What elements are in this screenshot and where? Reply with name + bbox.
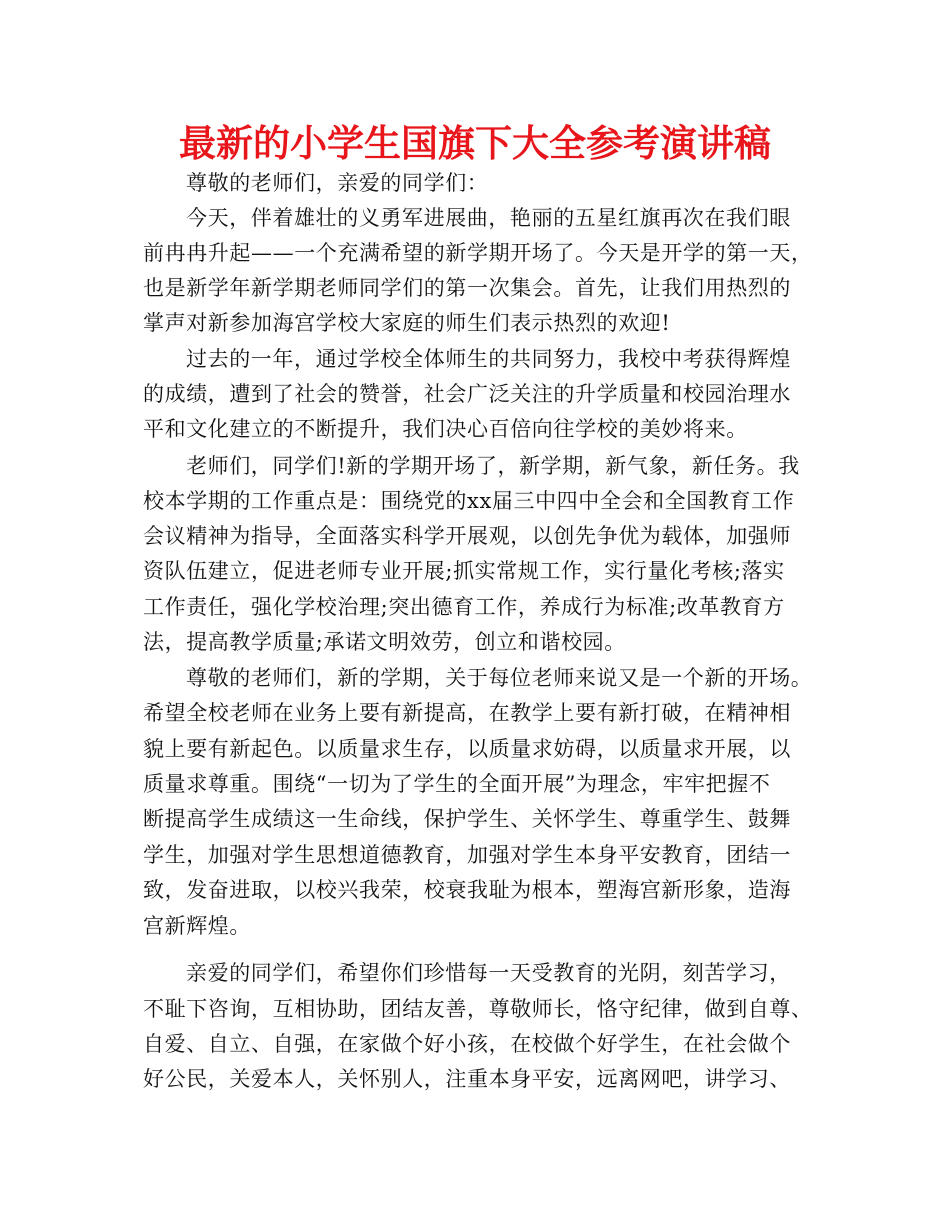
paragraph-line: 法，提高教学质量;承诺文明效劳，创立和谐校园。	[143, 630, 626, 654]
document-title: 最新的小学生国旗下大全参考演讲稿	[179, 122, 771, 165]
paragraph-line: 不耻下咨询，互相协助，团结友善，尊敬师长，恪守纪律，做到自尊、	[143, 997, 813, 1021]
paragraph-line: 老师们，同学们!新的学期开场了，新学期，新气象，新任务。我	[186, 454, 800, 478]
paragraph-line: 尊敬的老师们，新的学期，关于每位老师来说又是一个新的开场。	[186, 666, 813, 690]
paragraph-line: 好公民，关爱本人，关怀别人，注重本身平安，远离网吧，讲学习、	[143, 1067, 791, 1091]
paragraph-line: 亲爱的同学们，希望你们珍惜每一天受教育的光阴，刻苦学习，	[186, 961, 791, 985]
paragraph-line: 校本学期的工作重点是：围绕党的xx届三中四中全会和全国教育工作	[143, 489, 795, 513]
paragraph-line: 也是新学年新学期老师同学们的第一次集会。首先，让我们用热烈的	[143, 276, 791, 300]
paragraph-line: 宫新辉煌。	[143, 914, 251, 938]
paragraph-line: 过去的一年，通过学校全体师生的共同努力，我校中考获得辉煌	[186, 347, 791, 371]
paragraph-line: 断提高学生成绩这一生命线，保护学生、关怀学生、尊重学生、鼓舞	[143, 807, 791, 831]
paragraph-line: 前冉冉升起——一个充满希望的新学期开场了。今天是开学的第一天，	[143, 241, 813, 265]
paragraph-line: 掌声对新参加海宫学校大家庭的师生们表示热烈的欢迎!	[143, 311, 671, 335]
paragraph-line: 自爱、自立、自强，在家做个好小孩，在校做个好学生，在社会做个	[143, 1032, 791, 1056]
paragraph-line: 的成绩，遭到了社会的赞誉，社会广泛关注的升学质量和校园治理水	[143, 382, 791, 406]
paragraph-line: 致，发奋进取，以校兴我荣，校衰我耻为根本，塑海宫新形象，造海	[143, 878, 791, 902]
paragraph-line: 学生，加强对学生思想道德教育，加强对学生本身平安教育，团结一	[143, 843, 791, 867]
paragraph-line: 质量求尊重。围绕“一切为了学生的全面开展”为理念，牢牢把握不	[143, 772, 771, 796]
paragraph-line: 希望全校老师在业务上要有新提高，在教学上要有新打破，在精神相	[143, 701, 791, 725]
paragraph-line: 资队伍建立，促进老师专业开展;抓实常规工作，实行量化考核;落实	[143, 559, 785, 583]
paragraph-line: 貌上要有新起色。以质量求生存，以质量求妨碍，以质量求开展，以	[143, 737, 791, 761]
paragraph-line: 平和文化建立的不断提升，我们决心百倍向往学校的美妙将来。	[143, 417, 748, 441]
greeting-line: 尊敬的老师们，亲爱的同学们：	[186, 171, 489, 195]
paragraph-line: 今天，伴着雄壮的义勇军进展曲，艳丽的五星红旗再次在我们眼	[186, 206, 791, 230]
paragraph-line: 会议精神为指导，全面落实科学开展观，以创先争优为载体，加强师	[143, 524, 791, 548]
paragraph-line: 工作责任，强化学校治理;突出德育工作，养成行为标准;改革教育方	[143, 595, 785, 619]
